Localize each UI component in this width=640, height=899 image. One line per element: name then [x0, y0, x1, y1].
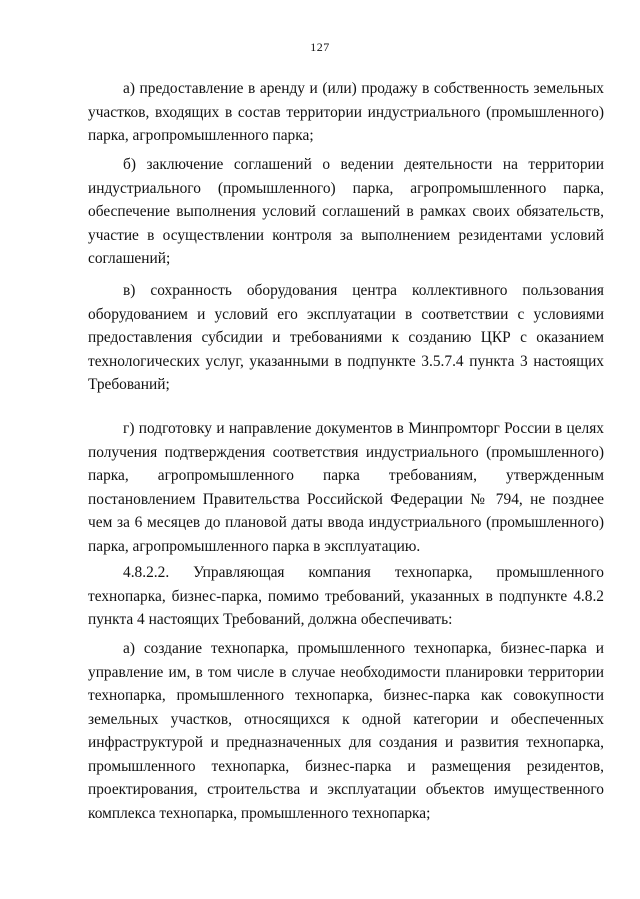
- page-number: 127: [310, 40, 330, 54]
- paragraph-4-8-2-2: 4.8.2.2. Управляющая компания технопарка, промышленного технопарка, бизнес-парка, помимо требований, указанных в подпункте 4.8.2 пункта 4 настоящих Требований, должна обеспечивать:: [88, 564, 604, 629]
- paragraph-a-technopark: а) создание технопарка, промышленного технопарка, бизнес-парка и управление им, в том числе в случае необходимости планировки территории технопарка, промышленного технопарка, бизнес-парка как совокупности земельных участков, относящихся к одной категории и обеспеченных инфраструктурой и предназначенных для создания и развития технопарка, промышленного технопарка, бизнес-парка и размещения резидентов, проектирования, строительства и эксплуатации объектов имущественного комплекса технопарка, промышленного технопарка;: [88, 640, 604, 822]
- paragraph-a-land-plots: а) предоставление в аренду и (или) продажу в собственность земельных участков, входящих в состав территории индустриального (промышленного) парка, агропромышленного парка;: [88, 80, 604, 145]
- paragraph-v-equipment: в) сохранность оборудования центра коллективного пользования оборудованием и условий его эксплуатации в соответствии с условиями предоставления субсидии и требованиями к созданию ЦКР с оказанием технологических услуг, указанными в подпункте 3.5.7.4 пункта 3 настоящих Требований;: [88, 282, 604, 394]
- paragraph-b-agreements: б) заключение соглашений о ведении деятельности на территории индустриального (промышленного) парка, агропромышленного парка, обеспечение выполнения условий соглашений в рамках своих обязательств, участие в осуществлении контроля за выполнением резидентами условий соглашений;: [88, 156, 604, 268]
- paragraph-g-documents: г) подготовку и направление документов в Минпромторг России в целях получения подтверждения соответствия индустриального (промышленного) парка, агропромышленного парка требованиям, утвержденным постановлением Правительства Российской Федерации № 794, не позднее чем за 6 месяцев до плановой даты ввода индустриального (промышленного) парка, агропромышленного парка в эксплуатацию.: [88, 420, 604, 555]
